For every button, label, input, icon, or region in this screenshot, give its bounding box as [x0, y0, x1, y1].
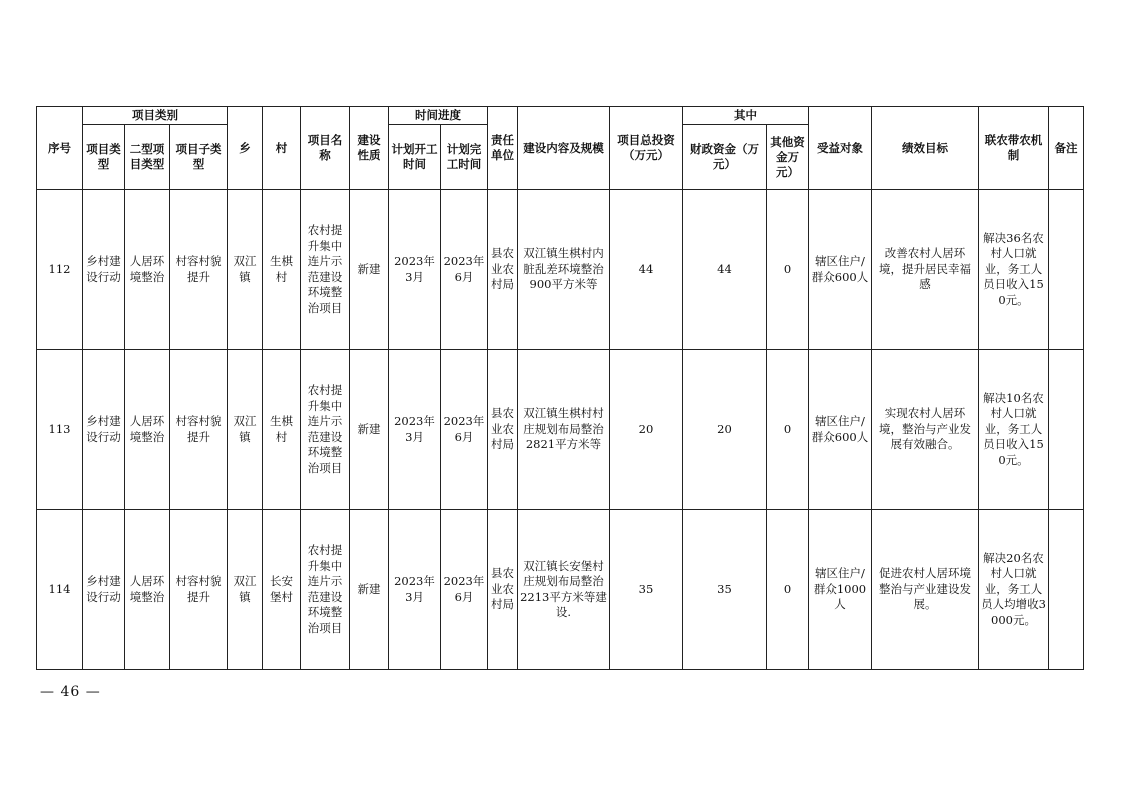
header-unit: 责任单位 — [488, 107, 518, 190]
cell-content: 双江镇生棋村村庄规划布局整治2821平方米等 — [518, 350, 610, 510]
cell-project-name: 农村提升集中连片示范建设环境整治项目 — [301, 350, 350, 510]
cell-type2: 人居环境整治 — [125, 190, 170, 350]
cell-build-nature: 新建 — [350, 510, 389, 670]
cell-seq: 113 — [37, 350, 83, 510]
cell-build-nature: 新建 — [350, 190, 389, 350]
header-fiscal-funds: 财政资金（万元） — [683, 125, 767, 190]
cell-remarks — [1049, 350, 1084, 510]
cell-performance: 改善农村人居环境，提升居民幸福感 — [872, 190, 979, 350]
page-number: — 46 — — [40, 684, 101, 700]
header-build-nature: 建设性质 — [350, 107, 389, 190]
header-content: 建设内容及规模 — [518, 107, 610, 190]
cell-subtype: 村容村貌提升 — [170, 510, 228, 670]
cell-unit: 县农业农村局 — [488, 350, 518, 510]
cell-plan-start: 2023年3月 — [389, 190, 441, 350]
cell-other-funds: 0 — [767, 350, 809, 510]
header-other-funds: 其他资金万元） — [767, 125, 809, 190]
cell-type2: 人居环境整治 — [125, 510, 170, 670]
cell-fiscal-funds: 20 — [683, 350, 767, 510]
header-township: 乡 — [228, 107, 263, 190]
cell-township: 双江镇 — [228, 510, 263, 670]
header-of-which: 其中 — [683, 107, 809, 125]
cell-plan-start: 2023年3月 — [389, 510, 441, 670]
header-village: 村 — [263, 107, 301, 190]
cell-unit: 县农业农村局 — [488, 510, 518, 670]
cell-village: 生棋村 — [263, 350, 301, 510]
header-plan-start: 计划开工时间 — [389, 125, 441, 190]
cell-unit: 县农业农村局 — [488, 190, 518, 350]
project-table — [36, 106, 1084, 670]
cell-project-name: 农村提升集中连片示范建设环境整治项目 — [301, 510, 350, 670]
cell-fiscal-funds: 44 — [683, 190, 767, 350]
cell-fiscal-funds: 35 — [683, 510, 767, 670]
header-beneficiary: 受益对象 — [809, 107, 872, 190]
cell-plan-finish: 2023年6月 — [441, 510, 488, 670]
header-row-1 — [37, 107, 1084, 125]
header-performance: 绩效目标 — [872, 107, 979, 190]
cell-plan-finish: 2023年6月 — [441, 350, 488, 510]
cell-total-invest: 20 — [610, 350, 683, 510]
cell-content: 双江镇长安堡村庄规划布局整治2213平方米等建设. — [518, 510, 610, 670]
cell-beneficiary: 辖区住户/群众1000人 — [809, 510, 872, 670]
table-row — [37, 350, 1084, 510]
cell-township: 双江镇 — [228, 350, 263, 510]
cell-type: 乡村建设行动 — [83, 350, 125, 510]
cell-remarks — [1049, 510, 1084, 670]
header-schedule-group: 时间进度 — [389, 107, 488, 125]
header-mechanism: 联农带农机制 — [979, 107, 1049, 190]
header-seq: 序号 — [37, 107, 83, 190]
header-total-invest: 项目总投资（万元） — [610, 107, 683, 190]
cell-township: 双江镇 — [228, 190, 263, 350]
header-plan-finish: 计划完工时间 — [441, 125, 488, 190]
cell-mechanism: 解决10名农村人口就业，务工人员日收入150元。 — [979, 350, 1049, 510]
cell-total-invest: 35 — [610, 510, 683, 670]
cell-other-funds: 0 — [767, 510, 809, 670]
header-project-name: 项目名称 — [301, 107, 350, 190]
cell-plan-start: 2023年3月 — [389, 350, 441, 510]
header-remarks: 备注 — [1049, 107, 1084, 190]
cell-performance: 促进农村人居环境整治与产业建设发展。 — [872, 510, 979, 670]
cell-mechanism: 解决20名农村人口就业，务工人员人均增收3000元。 — [979, 510, 1049, 670]
cell-subtype: 村容村貌提升 — [170, 350, 228, 510]
cell-seq: 114 — [37, 510, 83, 670]
cell-beneficiary: 辖区住户/群众600人 — [809, 190, 872, 350]
cell-subtype: 村容村貌提升 — [170, 190, 228, 350]
cell-build-nature: 新建 — [350, 350, 389, 510]
cell-mechanism: 解决36名农村人口就业，务工人员日收入150元。 — [979, 190, 1049, 350]
cell-type: 乡村建设行动 — [83, 190, 125, 350]
cell-type: 乡村建设行动 — [83, 510, 125, 670]
header-category-subtype: 项目子类型 — [170, 125, 228, 190]
cell-other-funds: 0 — [767, 190, 809, 350]
cell-plan-finish: 2023年6月 — [441, 190, 488, 350]
cell-village: 生棋村 — [263, 190, 301, 350]
cell-beneficiary: 辖区住户/群众600人 — [809, 350, 872, 510]
header-category-group: 项目类别 — [83, 107, 228, 125]
cell-village: 长安堡村 — [263, 510, 301, 670]
cell-total-invest: 44 — [610, 190, 683, 350]
header-category-type2: 二型项目类型 — [125, 125, 170, 190]
table-row — [37, 190, 1084, 350]
cell-content: 双江镇生棋村内脏乱差环境整治900平方米等 — [518, 190, 610, 350]
cell-type2: 人居环境整治 — [125, 350, 170, 510]
table-row — [37, 510, 1084, 670]
cell-project-name: 农村提升集中连片示范建设环境整治项目 — [301, 190, 350, 350]
cell-seq: 112 — [37, 190, 83, 350]
header-category-type: 项目类型 — [83, 125, 125, 190]
cell-remarks — [1049, 190, 1084, 350]
cell-performance: 实现农村人居环境，整治与产业发展有效融合。 — [872, 350, 979, 510]
